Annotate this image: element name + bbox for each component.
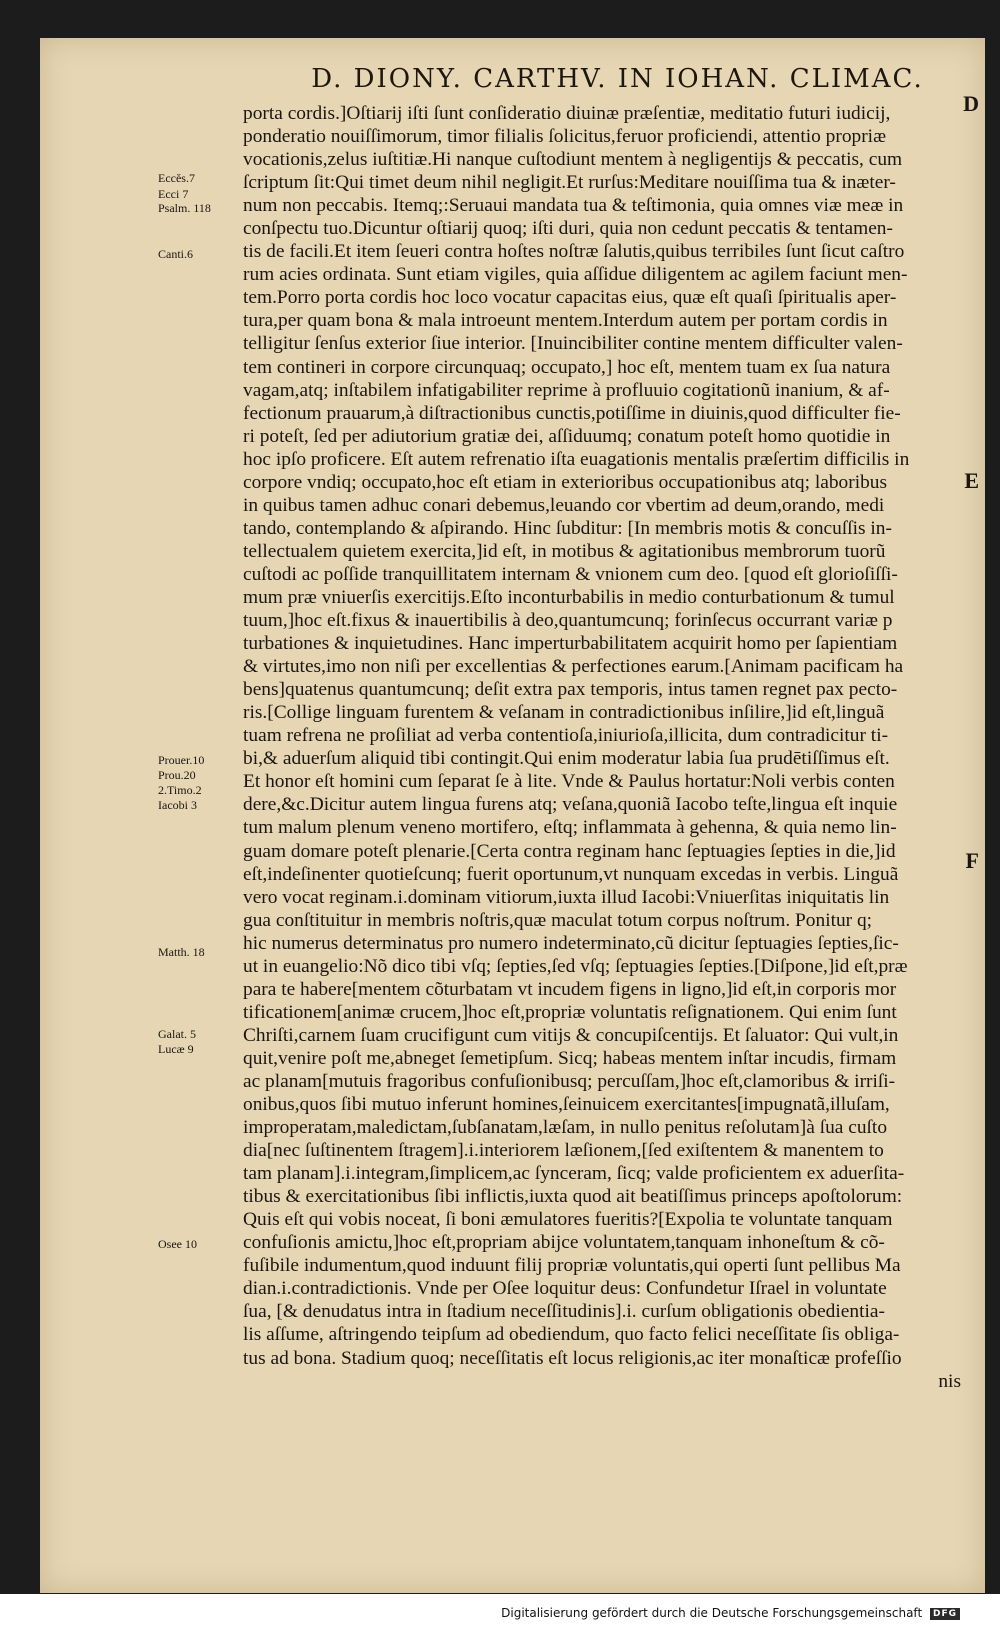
text-line: bi,& aduerſum aliquid tibi contingit.Qui enim moderatur labia ſua prudētiſſimus eſt. (243, 748, 890, 770)
text-line: Et honor eſt homini cum ſeparat ſe à lite. Vnde & Paulus hortatur:Noli verbis conten (243, 771, 895, 793)
margin-note: Canti.6 (158, 247, 193, 261)
main-text-block (243, 102, 961, 1393)
text-line: & virtutes,imo non niſi per excellentias & perfectiones earum.[Animam pacificam ha (243, 656, 904, 678)
text-line: Chriſti,carnem ſuam crucifigunt cum vitijs & concupiſcentijs. Et ſaluator: Qui vult,in (243, 1024, 899, 1046)
margin-note: 2.Timo.2 (158, 783, 202, 797)
text-line: tura,per quam bona & mala introeunt mentem.Interdum autem per portam cordis in (243, 310, 888, 332)
text-line: ut in euangelio:Nõ dico tibi vſq; ſepties,ſed vſq; ſeptuagies ſepties.[Diſpone,]id eſt,præ (243, 955, 908, 977)
text-line: cuſtodi ac poſſide tranquillitatem internam & vnionem cum deo. [quod eſt glorioſiſſi- (243, 563, 898, 585)
margin-note: Prouer.10 (158, 753, 205, 767)
running-title: D. DIONY. CARTHV. IN IOHAN. CLIMAC. (311, 64, 924, 94)
margin-note: Galat. 5 (158, 1027, 196, 1041)
text-line: num non peccabis. Itemq;:Seruaui mandata tua & teſtimonia, quia omnes viæ meæ in (243, 195, 904, 217)
funding-text: Digitalisierung gefördert durch die Deutsche Forschungsgemeinschaft (501, 1606, 923, 1620)
text-line: nis (938, 1370, 961, 1392)
text-line: ris.[Collige linguam furentem & veſanam in contradictionibus inſilire,]id eſt,linguã (243, 702, 885, 724)
text-line: tibus & exercitationibus ſibi inflictis,iuxta quod ait beatiſſimus princeps apoſtolorum: (243, 1186, 903, 1208)
text-line: tando, contemplando & aſpirando. Hinc ſubditur: [In membris motis & concuſſis in- (243, 517, 892, 539)
text-line: corpore vndiq; occupato,hoc eſt etiam in exterioribus occupationibus atq; laboribus (243, 471, 888, 493)
footer-bar (0, 1594, 1000, 1632)
margin-note: Iacobi 3 (158, 798, 197, 812)
text-line: ri poteſt, ſed per adiutorium gratiæ dei, aſſiduumq; conatum poteſt homo quotidie in (243, 425, 891, 447)
text-line: eſt,indeſinenter quotieſcunq; fuerit oportunum,vt nunquam excedas in verbis. Linguã (243, 863, 899, 885)
text-line: fuſibile indumentum,quod induunt filij propriæ voluntatis,qui operti ſunt pellibus Ma (243, 1255, 901, 1277)
text-line: hic numerus determinatus pro numero indeterminato,cũ dicitur ſeptuagies ſepties,ſic- (243, 932, 899, 954)
text-line: fectionum prauarum,à diſtractionibus cunctis,potiſſime in diuinis,quod difficulter fie- (243, 402, 901, 424)
text-line: lis aſſume, aſtringendo teipſum ad obediendum, quo facto felici neceſſitate ſis obliga- (243, 1324, 900, 1346)
dfg-logo: DFG (930, 1608, 960, 1620)
margin-note: Psalm. 118 (158, 201, 211, 215)
text-line: ſua, [& denudatus intra in ſtadium neceſſitudinis].i. curſum obligationis obedientia- (243, 1301, 885, 1323)
side-letter: F (965, 848, 979, 873)
book-page (40, 38, 985, 1593)
text-line: quit,venire poſt me,abneget ſemetipſum. Sicq; habeas mentem inſtar incudis, firmam (243, 1047, 897, 1069)
text-line: improperatam,maledictam,ſubſanatam,læſam, in nullo penitus reſolutam]à ſua cuſto (243, 1117, 888, 1139)
text-line: tellectualem quietem exercita,]id eſt, in motibus & agitationibus membrorum tuorũ (243, 540, 886, 562)
text-line: bens]quatenus quantumcunq; deſit extra pax temporis, intus tamen regnet pax pecto- (243, 679, 898, 701)
text-line: telligitur ſenſus exterior ſiue interior. [Inuincibiliter contine mentem difficulter valen- (243, 333, 903, 355)
margin-note: Prou.20 (158, 768, 196, 782)
text-line: tuum,]hoc eſt.fixus & inauertibilis à deo,quantumcunq; forinſecus occurrant variæ p (243, 610, 893, 632)
side-letter: E (964, 468, 979, 493)
text-line: vagam,atq; inſtabilem infatigabiliter reprime à profluuio cogitationũ inanium, & af- (243, 379, 890, 401)
text-line: turbationes & inquietudines. Hanc imperturbabilitatem acquirit homo per ſapientiam (243, 633, 898, 655)
text-line: dere,&c.Dicitur autem lingua furens atq; veſana,quoniã Iacobo teſte,lingua eſt inquie (243, 794, 898, 816)
text-line: ſcriptum ſit:Qui timet deum nihil negligit.Et rurſus:Meditare nouiſſima tua & inæter- (243, 172, 896, 194)
text-line: gua conſtituitur in membris noſtris,quæ maculat totum corpus noſtrum. Ponitur q; (243, 909, 873, 931)
text-line: tis de facili.Et item ſeueri contra hoſtes noſtræ ſalutis,quibus terribiles ſunt ſicut caſtro (243, 241, 905, 263)
funding-notice (501, 1606, 960, 1620)
text-line: para te habere[mentem cõturbatam vt incudem figens in ligno,]id eſt,in corporis mor (243, 978, 897, 1000)
text-line: dia[nec ſuſtinentem ſtragem].i.interiorem læſionem,[ſed exiſtentem & manentem to (243, 1140, 884, 1162)
text-line: ponderatio nouiſſimorum, timor filialis ſolicitus,feruor proficiendi, attentio propriæ (243, 126, 886, 148)
text-line: ac planam[mutuis fragoribus confuſionibusq; percuſſam,]hoc eſt,clamoribus & irriſi- (243, 1070, 896, 1092)
text-line: vero vocat reginam.i.dominam vitiorum,iuxta illud Iacobi:Vniuerſitas iniquitatis lin (243, 886, 890, 908)
side-letter: D (963, 91, 979, 116)
text-line: porta cordis.]Oſtiarij iſti ſunt conſideratio diuinæ præſentiæ, meditatio futuri iudicij, (243, 103, 891, 124)
text-line: tem contineri in corpore circunquaq; occupato,] hoc eſt, mentem tuam ex ſua natura (243, 356, 891, 378)
text-line: dian.i.contradictionis. Vnde per Oſee loquitur deus: Confundetur Iſrael in voluntate (243, 1278, 887, 1300)
text-line: in quibus tamen adhuc conari debemus,leuando cor vbertim ad deum,orando, medi (243, 494, 885, 516)
text-line: conſpectu tuo.Dicuntur oſtiarij quoq; iſti duri, quia non cedunt peccatis & tentamen- (243, 218, 893, 240)
text-line: tus ad bona. Stadium quoq; neceſſitatis eſt locus religionis,ac iter monaſticæ profeſſio (243, 1347, 902, 1369)
text-line: tum malum plenum veneno mortifero, eſtq; inflammata à gehenna, & quia nemo lin- (243, 817, 897, 839)
text-line: tuam refrena ne proſiliat ad verba contentioſa,iniurioſa,illicita, dum contradicitur ti- (243, 725, 889, 747)
margin-note: Eccĕs.7 (158, 171, 195, 185)
margin-note: Osee 10 (158, 1237, 197, 1251)
text-line: hoc ipſo proficere. Eſt autem refrenatio iſta euagationis mentalis præſertim difficilis in (243, 448, 910, 470)
text-line: mum præ vniuerſis exercitijs.Eſto inconturbabilis in medio conturbationum & tumul (243, 586, 895, 608)
text-line: onibus,quos ſibi mutuo inferunt homines,ſeinuicem exercitantes[impugnatã,illuſam, (243, 1094, 890, 1116)
text-line: tem.Porro porta cordis hoc loco vocatur capacitas eius, quæ eſt quaſi ſpiritualis aper- (243, 287, 897, 309)
margin-note: Lucæ 9 (158, 1042, 194, 1056)
margin-note: Ecci 7 (158, 187, 189, 201)
text-line: rum acies ordinata. Sunt etiam vigiles, quia aſſidue diligentem ac agilem faciunt men- (243, 264, 908, 286)
text-line: vocationis,zelus iuſtitiæ.Hi nanque cuſtodiunt mentem à negligentijs & peccatis, cum (243, 149, 903, 171)
running-header (40, 64, 985, 94)
margin-note: Matth. 18 (158, 945, 205, 959)
text-line: tificationem[animæ crucem,]hoc eſt,propriæ voluntatis reſignationem. Qui enim ſunt (243, 1001, 897, 1023)
text-line: guam domare poteſt plenarie.[Certa contra reginam hanc ſeptuagies ſepties in die,]id (243, 840, 896, 862)
text-line: tam planam].i.integram,ſimplicem,ac ſynceram, ſicq; valde proficientem ex aduerſita- (243, 1163, 905, 1185)
text-line: Quis eſt qui vobis noceat, ſi boni æmulatores fueritis?[Expolia te voluntate tanquam (243, 1209, 893, 1231)
text-line: confuſionis amictu,]hoc eſt,propriam abijce voluntatem,tanquam inhoneſtum & cõ- (243, 1232, 885, 1254)
